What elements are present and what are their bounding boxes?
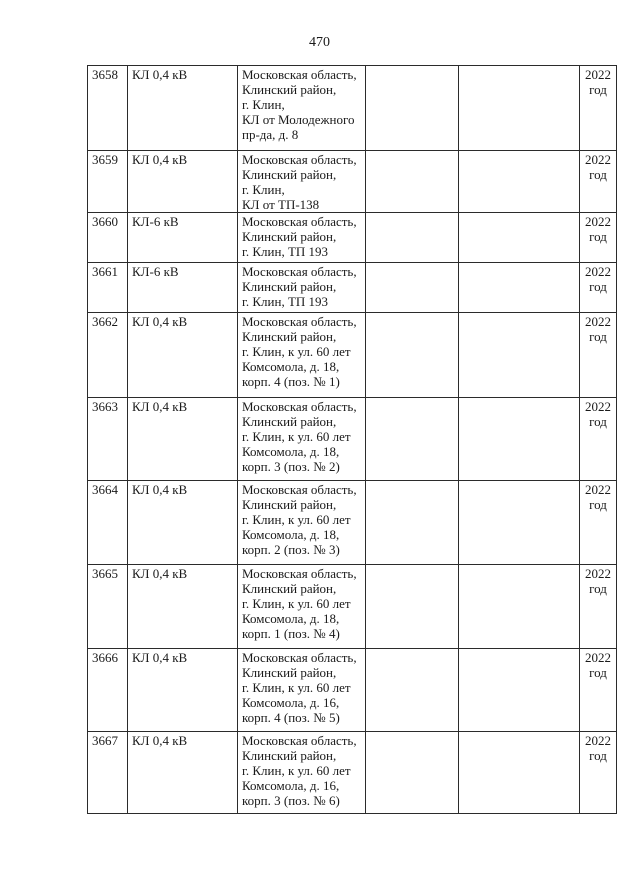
row-number: 3667 bbox=[88, 732, 128, 814]
address-line: Клинский район, bbox=[242, 279, 337, 294]
address-line: Комсомола, д. 18, bbox=[242, 527, 340, 542]
address-line: г. Клин, к ул. 60 лет bbox=[242, 680, 351, 695]
line-address bbox=[238, 732, 366, 814]
empty-cell bbox=[366, 481, 459, 565]
address-line: Клинский район, bbox=[242, 748, 337, 763]
line-type: КЛ 0,4 кВ bbox=[128, 732, 238, 814]
empty-cell bbox=[459, 481, 580, 565]
year-value: 2022 bbox=[585, 482, 611, 497]
row-number: 3666 bbox=[88, 649, 128, 732]
year-value: 2022 bbox=[585, 566, 611, 581]
address-line: корп. 3 (поз. № 6) bbox=[242, 793, 340, 808]
line-address bbox=[238, 66, 366, 151]
address-line: Клинский район, bbox=[242, 82, 337, 97]
empty-cell bbox=[459, 313, 580, 398]
address-line: Московская область, bbox=[242, 314, 357, 329]
address-line: г. Клин, bbox=[242, 97, 285, 112]
address-line: г. Клин, к ул. 60 лет bbox=[242, 429, 351, 444]
register-table bbox=[87, 65, 617, 814]
year-unit: год bbox=[589, 82, 607, 97]
table-row bbox=[88, 649, 617, 732]
empty-cell bbox=[366, 649, 459, 732]
line-address bbox=[238, 398, 366, 481]
year-value: 2022 bbox=[585, 314, 611, 329]
empty-cell bbox=[459, 66, 580, 151]
address-line: Московская область, bbox=[242, 67, 357, 82]
year-unit: год bbox=[589, 414, 607, 429]
address-line: г. Клин, к ул. 60 лет bbox=[242, 344, 351, 359]
line-address bbox=[238, 151, 366, 213]
line-type: КЛ 0,4 кВ bbox=[128, 398, 238, 481]
commission-year bbox=[580, 732, 617, 814]
commission-year bbox=[580, 649, 617, 732]
row-number: 3661 bbox=[88, 263, 128, 313]
year-value: 2022 bbox=[585, 399, 611, 414]
line-type: КЛ 0,4 кВ bbox=[128, 565, 238, 649]
address-line: Комсомола, д. 16, bbox=[242, 778, 340, 793]
table-row bbox=[88, 565, 617, 649]
empty-cell bbox=[366, 263, 459, 313]
address-line: г. Клин, ТП 193 bbox=[242, 244, 329, 259]
year-unit: год bbox=[589, 329, 607, 344]
table-row bbox=[88, 66, 617, 151]
row-number: 3660 bbox=[88, 213, 128, 263]
page-number: 470 bbox=[309, 35, 330, 50]
year-unit: год bbox=[589, 748, 607, 763]
empty-cell bbox=[366, 732, 459, 814]
row-number: 3665 bbox=[88, 565, 128, 649]
table-row bbox=[88, 481, 617, 565]
year-unit: год bbox=[589, 279, 607, 294]
table-row bbox=[88, 732, 617, 814]
line-address bbox=[238, 649, 366, 732]
line-type: КЛ-6 кВ bbox=[128, 263, 238, 313]
address-line: Московская область, bbox=[242, 566, 357, 581]
address-line: КЛ от Молодежного bbox=[242, 112, 355, 127]
row-number: 3662 bbox=[88, 313, 128, 398]
year-unit: год bbox=[589, 581, 607, 596]
year-value: 2022 bbox=[585, 214, 611, 229]
empty-cell bbox=[366, 66, 459, 151]
line-type: КЛ 0,4 кВ bbox=[128, 66, 238, 151]
address-line: г. Клин, ТП 193 bbox=[242, 294, 329, 309]
address-line: Московская область, bbox=[242, 733, 357, 748]
line-type: КЛ 0,4 кВ bbox=[128, 151, 238, 213]
address-line: Московская область, bbox=[242, 399, 357, 414]
table-row bbox=[88, 263, 617, 313]
year-value: 2022 bbox=[585, 152, 611, 167]
year-unit: год bbox=[589, 229, 607, 244]
year-value: 2022 bbox=[585, 264, 611, 279]
address-line: Комсомола, д. 18, bbox=[242, 444, 340, 459]
commission-year bbox=[580, 398, 617, 481]
empty-cell bbox=[366, 151, 459, 213]
address-line: Московская область, bbox=[242, 214, 357, 229]
row-number: 3663 bbox=[88, 398, 128, 481]
line-type: КЛ-6 кВ bbox=[128, 213, 238, 263]
address-line: г. Клин, к ул. 60 лет bbox=[242, 763, 351, 778]
address-line: Московская область, bbox=[242, 650, 357, 665]
address-line: Комсомола, д. 18, bbox=[242, 611, 340, 626]
commission-year bbox=[580, 213, 617, 263]
year-unit: год bbox=[589, 497, 607, 512]
table-row bbox=[88, 151, 617, 213]
address-line: Клинский район, bbox=[242, 329, 337, 344]
empty-cell bbox=[459, 732, 580, 814]
commission-year bbox=[580, 481, 617, 565]
address-line: Московская область, bbox=[242, 264, 357, 279]
address-line: корп. 4 (поз. № 1) bbox=[242, 374, 340, 389]
year-unit: год bbox=[589, 665, 607, 680]
line-type: КЛ 0,4 кВ bbox=[128, 481, 238, 565]
address-line: Клинский район, bbox=[242, 497, 337, 512]
address-line: пр-да, д. 8 bbox=[242, 127, 299, 142]
year-value: 2022 bbox=[585, 67, 611, 82]
address-line: г. Клин, bbox=[242, 182, 285, 197]
address-line: Московская область, bbox=[242, 482, 357, 497]
address-line: корп. 2 (поз. № 3) bbox=[242, 542, 340, 557]
address-line: Клинский район, bbox=[242, 581, 337, 596]
empty-cell bbox=[459, 565, 580, 649]
empty-cell bbox=[366, 213, 459, 263]
address-line: Клинский район, bbox=[242, 414, 337, 429]
table-row bbox=[88, 313, 617, 398]
row-number: 3658 bbox=[88, 66, 128, 151]
empty-cell bbox=[459, 151, 580, 213]
empty-cell bbox=[459, 213, 580, 263]
register-table-body bbox=[88, 66, 617, 814]
table-row bbox=[88, 398, 617, 481]
empty-cell bbox=[366, 565, 459, 649]
address-line: КЛ от ТП-138 bbox=[242, 197, 320, 212]
address-line: Клинский район, bbox=[242, 229, 337, 244]
empty-cell bbox=[366, 313, 459, 398]
line-address bbox=[238, 213, 366, 263]
address-line: корп. 3 (поз. № 2) bbox=[242, 459, 340, 474]
row-number: 3664 bbox=[88, 481, 128, 565]
commission-year bbox=[580, 66, 617, 151]
line-address bbox=[238, 313, 366, 398]
line-type: КЛ 0,4 кВ bbox=[128, 649, 238, 732]
empty-cell bbox=[366, 398, 459, 481]
line-type: КЛ 0,4 кВ bbox=[128, 313, 238, 398]
empty-cell bbox=[459, 649, 580, 732]
year-value: 2022 bbox=[585, 733, 611, 748]
address-line: Комсомола, д. 18, bbox=[242, 359, 340, 374]
address-line: Московская область, bbox=[242, 152, 357, 167]
address-line: г. Клин, к ул. 60 лет bbox=[242, 512, 351, 527]
empty-cell bbox=[459, 398, 580, 481]
address-line: Клинский район, bbox=[242, 167, 337, 182]
year-value: 2022 bbox=[585, 650, 611, 665]
table-row bbox=[88, 213, 617, 263]
row-number: 3659 bbox=[88, 151, 128, 213]
commission-year bbox=[580, 313, 617, 398]
year-unit: год bbox=[589, 167, 607, 182]
address-line: г. Клин, к ул. 60 лет bbox=[242, 596, 351, 611]
line-address bbox=[238, 565, 366, 649]
address-line: Клинский район, bbox=[242, 665, 337, 680]
line-address bbox=[238, 481, 366, 565]
address-line: корп. 4 (поз. № 5) bbox=[242, 710, 340, 725]
empty-cell bbox=[459, 263, 580, 313]
address-line: Комсомола, д. 16, bbox=[242, 695, 340, 710]
commission-year bbox=[580, 151, 617, 213]
commission-year bbox=[580, 263, 617, 313]
address-line: корп. 1 (поз. № 4) bbox=[242, 626, 340, 641]
commission-year bbox=[580, 565, 617, 649]
line-address bbox=[238, 263, 366, 313]
